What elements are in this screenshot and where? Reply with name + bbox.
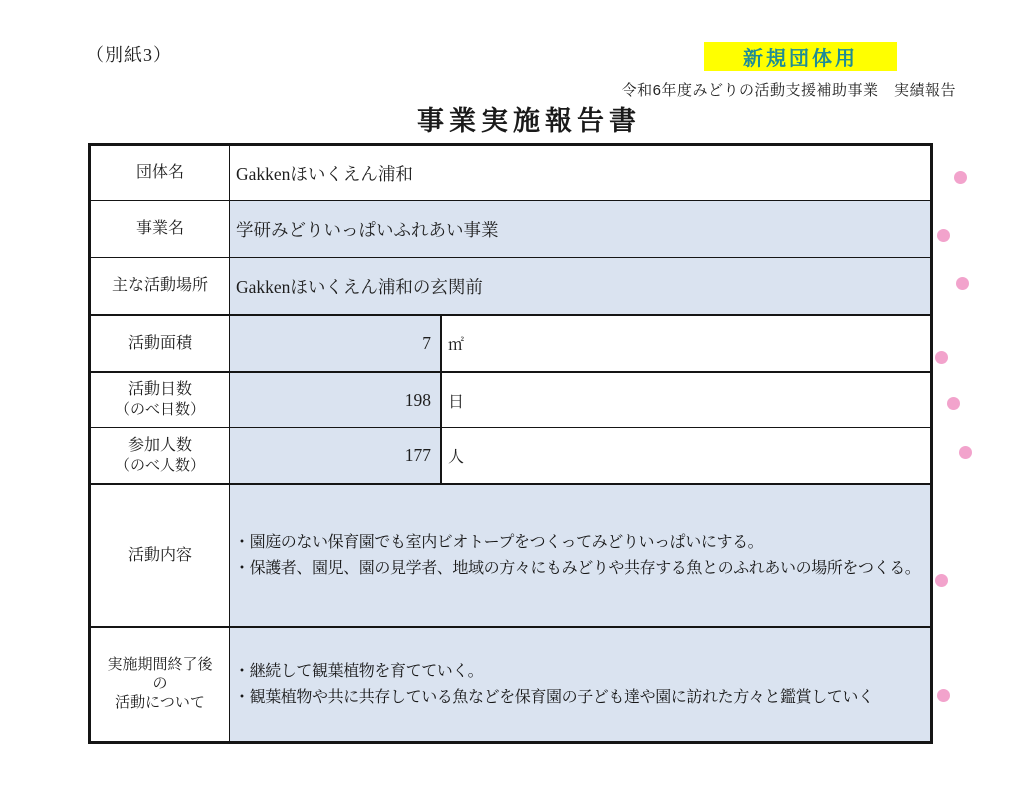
row-label [91, 373, 230, 427]
new-group-badge: 新規団体用 [704, 42, 897, 71]
row-number-value: 198 [230, 373, 442, 427]
row-content [230, 485, 930, 626]
row-label-note: （のべ日数） [114, 402, 205, 418]
table-row-activity-details [91, 483, 930, 626]
row-label: 事業名 [91, 201, 230, 257]
row-label: 活動面積 [91, 316, 230, 371]
row-label: 主な活動場所 [91, 258, 230, 314]
row-unit: ㎡ [448, 337, 465, 354]
row-unit: 日 [448, 393, 465, 411]
table-row-activity-days [91, 371, 930, 427]
pink-dot-decoration [935, 351, 948, 364]
pink-dot-decoration [935, 574, 948, 587]
table-row-organization [91, 146, 930, 200]
row-value: Gakkenほいくえん浦和 [236, 163, 413, 184]
pink-dot-decoration [956, 277, 969, 290]
report-table [88, 143, 933, 744]
row-label: 活動内容 [91, 485, 230, 626]
table-row-project-name [91, 200, 930, 257]
content-line: ・保護者、園児、園の見学者、地域の方々にもみどりや共存する魚とのふれあいの場所をつくる。 [234, 559, 921, 577]
row-label-line: の [152, 676, 168, 692]
row-label: 団体名 [91, 146, 230, 200]
pink-dot-decoration [937, 229, 950, 242]
row-label [91, 628, 230, 741]
pink-dot-decoration [959, 446, 972, 459]
row-number-value: 7 [230, 316, 442, 371]
page-title: 事業実施報告書 [417, 106, 641, 136]
pink-dot-decoration [947, 397, 960, 410]
content-line: ・継続して観葉植物を育てていく。 [234, 662, 484, 680]
row-label-line: 活動日数 [127, 381, 192, 398]
pink-dot-decoration [954, 171, 967, 184]
row-content [230, 628, 930, 741]
table-row-activity-area [91, 314, 930, 371]
row-label-line: 活動について [115, 695, 205, 711]
table-row-post-period-activity [91, 626, 930, 741]
row-label-line: 参加人数 [127, 436, 192, 454]
row-value: 学研みどりいっぱいふれあい事業 [230, 201, 930, 257]
table-row-participants [91, 427, 930, 483]
row-value: Gakkenほいくえん浦和の玄関前 [230, 258, 930, 314]
row-label-line: 実施期間終了後 [107, 657, 213, 673]
attachment-label: （別紙3） [86, 45, 172, 65]
table-row-main-location [91, 257, 930, 314]
row-label [91, 428, 230, 483]
program-subtitle: 令和6年度みどりの活動支援補助事業 実績報告 [621, 82, 956, 99]
content-line: ・園庭のない保育園でも室内ビオトープをつくってみどりいっぱいにする。 [234, 533, 764, 551]
content-line: ・観葉植物や共に共存している魚などを保育園の子ども達や園に訪れた方々と鑑賞していく [234, 688, 874, 706]
row-unit: 人 [448, 449, 465, 466]
row-label-note: （のべ人数） [114, 457, 205, 474]
row-number-value: 177 [230, 428, 442, 483]
pink-dot-decoration [937, 689, 950, 702]
